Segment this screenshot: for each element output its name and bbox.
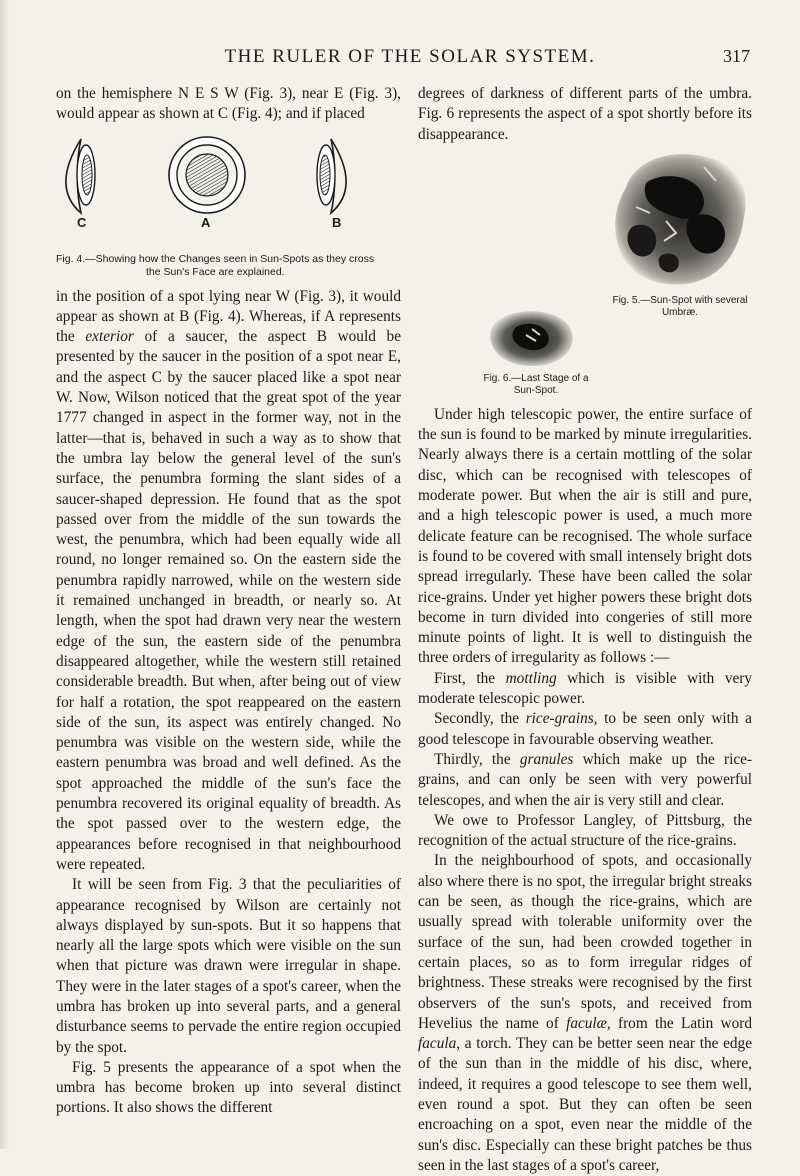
- paragraph-left-4: Fig. 5 presents the appearance of a spot when the umbra has become broken up into several distinct portions. It also shows the different: [56, 1058, 401, 1117]
- paragraph-first: [418, 669, 752, 710]
- paragraph-third: [418, 750, 752, 811]
- figure-6: [460, 305, 600, 401]
- paragraph-left-2: [56, 287, 401, 876]
- faculae-emphasis-1: faculæ,: [566, 1014, 611, 1032]
- paragraph-second: [418, 709, 752, 750]
- right-column: [418, 84, 752, 1176]
- figure-5-caption: Fig. 5.—Sun-Spot with several Umbræ.: [612, 294, 748, 318]
- figure-6-caption: Fig. 6.—Last Stage of a Sun-Spot.: [483, 372, 589, 396]
- paragraph-left-2-part-a: in the position of a spot lying near W (Fig. 3), it would appear as shown at B (Fig. 4). Whereas, if A represents the: [56, 287, 401, 346]
- paragraph-left-2-part-b: of a saucer, the aspect B would be presented by the saucer in the position of a spot near E, and the aspect C by the saucer placed like a spot near W. Now, Wilson noticed that the great spot of the year 1777 changed in aspect in the former way, not in the latter—that is, behaved in such a way as to show that the umbra lay below the general level of the sun's surface, the penumbra forming the slant sides of a saucer-shaped depression. He found that as the spot passed over from the middle of the sun towards the west, the penumbra, which had been equally wide all round, no longer remained so. On the eastern side the penumbra rapidly narrowed, while on the western side it remained unchanged in breadth, or nearly so. At length, when the spot had drawn very near the western edge of the sun, the eastern side of the penumbra disappeared altogether, while the western still retained considerable breadth. But when, after being out of view for half a rotation, the spot reappeared on the eastern side of the sun, its aspect was entirely changed. No penumbra was visible on the western side, while the eastern penumbra was broad and well defined. As the spot approached the middle of the sun's face the penumbra recovered its original equality of breadth. As the spot passed over to the western edge, the appearances before recognised in that neighbourhood were repeated.: [56, 328, 401, 873]
- faculae-part-c: a torch. They can be better seen near the edge of the sun than in the middle of his disc, where, indeed, it requires a good telescope to see them well, even round a spot. But they can often be seen encroaching on a spot, even near the middle of the sun's disc. Especially can these bright patches be thus seen in the last stages of a spot's career,: [418, 1035, 752, 1174]
- figure-5: [606, 147, 754, 323]
- figure-4-label-b: B: [332, 214, 342, 230]
- paragraph-left-1: on the hemisphere N E S W (Fig. 3), near E (Fig. 3), would appear as shown at C (Fig. 4); and if placed: [56, 85, 401, 123]
- first-part-b: which is visible with very moderate telescopic power.: [418, 669, 753, 708]
- third-part-a: Thirdly, the: [434, 750, 520, 768]
- third-emphasis: granules: [519, 750, 574, 768]
- figure-4-label-a: A: [201, 214, 211, 230]
- running-title: THE RULER OF THE SOLAR SYSTEM.: [224, 46, 596, 67]
- saucer-b-drawing: [317, 139, 346, 213]
- figure-4: [56, 131, 401, 249]
- paragraph-right-2: Under high telescopic power, the entire surface of the sun is found to be marked by minute irregularities. Nearly always there is a certain mottling of the solar disc, which can be recognised with telescopes of moderate power. But when the air is still and pure, and a high telescopic power is used, a much more delicate feature can be recognised. The whole surface is found to be covered with small intensely bright dots spread irregularly. These have been called the solar rice-grains. Under yet higher powers these bright dots become in turn divided into congeries of still more minute points of light. It is well to distinguish the three orders of irregularity as follows :—: [418, 405, 752, 667]
- faculae-emphasis-2: facula,: [418, 1035, 461, 1053]
- paragraph-left-2-emphasis: exterior: [85, 328, 134, 346]
- page-number: 317: [723, 46, 750, 66]
- figure-4-caption-line-2: the Sun's Face are explained.: [146, 265, 285, 278]
- figure-4-illustration: [56, 131, 401, 249]
- faculae-part-a: In the neighbourhood of spots, and occasionally also where there is no spot, the irregular bright streaks can be seen, as though the rice-grains, which are usually spread with tolerable uniformity over the surface of the sun, had been crowded together in certain places, so as to form irregular ridges of brightness. These streaks were recognised by the first observers of the sun's spots, and received from Hevelius the name of: [418, 852, 752, 1032]
- second-emphasis: rice-grains,: [525, 710, 598, 728]
- paragraph-right-1: degrees of darkness of different parts of the umbra. Fig. 6 represents the aspect of a spot shortly before its disappearance.: [418, 85, 752, 143]
- figure-4-caption: [56, 253, 401, 279]
- paragraph-faculae: [418, 851, 752, 1176]
- figure-4-label-c: C: [77, 214, 87, 230]
- figure-6-sunspot-illustration: [460, 305, 600, 371]
- second-part-a: Secondly, the: [434, 710, 526, 728]
- paragraph-langley: We owe to Professor Langley, of Pittsburg, the recognition of the actual structure of the rice-grains.: [418, 811, 752, 850]
- paragraph-left-3: It will be seen from Fig. 3 that the peculiarities of appearance recognised by Wilson are certainly not always displayed by sun-spots. But it so happens that nearly all the large spots which were visible on the sun when that picture was drawn were irregular in shape. They were in the later stages of a spot's career, when the umbra has broken up into several parts, and a general disturbance seems to pervade the entire region occupied by the spot.: [56, 876, 401, 1056]
- faculae-part-b: from the Latin word: [610, 1014, 752, 1032]
- saucer-a-drawing: [169, 137, 245, 213]
- running-head: [70, 46, 750, 70]
- page-binding-edge: [0, 0, 10, 1149]
- saucer-c-drawing: [66, 139, 95, 213]
- left-column: [56, 84, 401, 1119]
- second-part-b: to be seen only with a good telescope in favourable observing weather.: [418, 710, 752, 748]
- first-emphasis: mottling: [505, 669, 557, 687]
- figure-4-caption-line-1: Fig. 4.—Showing how the Changes seen in Sun-Spots as they cross: [56, 252, 375, 265]
- figure-5-sunspot-illustration: [606, 147, 754, 293]
- third-part-b: which make up the rice-grains, and can only be seen with very powerful telescopes, and when the air is very still and clear.: [418, 750, 752, 809]
- first-part-a: First, the: [434, 669, 506, 687]
